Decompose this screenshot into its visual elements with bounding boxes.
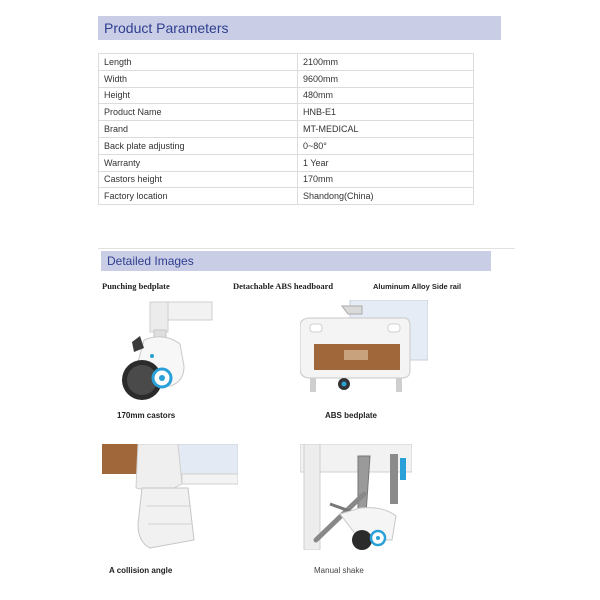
abs-headboard-label: Detachable ABS headboard — [233, 281, 334, 291]
manual-shake-photo — [300, 444, 412, 550]
param-value-cell: MT-MEDICAL — [298, 121, 474, 138]
detailed-images-header: Detailed Images — [101, 251, 491, 271]
param-name-cell: Brand — [99, 121, 298, 138]
param-name-cell: Factory location — [99, 188, 298, 205]
param-value-cell: 170mm — [298, 171, 474, 188]
collision-caption: A collision angle — [109, 566, 173, 575]
param-value-cell: HNB-E1 — [298, 104, 474, 121]
param-value-cell: 480mm — [298, 87, 474, 104]
param-value-cell: 9600mm — [298, 70, 474, 87]
table-row — [99, 121, 474, 138]
param-name-cell: Castors height — [99, 171, 298, 188]
param-name-cell: Height — [99, 87, 298, 104]
param-name-cell: Back plate adjusting — [99, 137, 298, 154]
castor-photo — [104, 300, 216, 406]
table-row — [99, 104, 474, 121]
param-value-cell: 0~80° — [298, 137, 474, 154]
param-value-cell: Shandong(China) — [298, 188, 474, 205]
side-rail-label: Aluminum Alloy Side rail — [373, 282, 462, 291]
table-row — [99, 70, 474, 87]
param-value-cell: 1 Year — [298, 154, 474, 171]
collision-angle-photo — [102, 444, 238, 550]
table-row — [99, 54, 474, 71]
castors-caption: 170mm castors — [117, 411, 176, 420]
param-name-cell: Warranty — [99, 154, 298, 171]
bedplate-caption: ABS bedplate — [325, 411, 378, 420]
section-divider — [98, 248, 515, 249]
parameters-table — [98, 53, 474, 205]
table-row — [99, 154, 474, 171]
table-row — [99, 188, 474, 205]
shake-caption: Manual shake — [314, 566, 364, 575]
param-value-cell: 2100mm — [298, 54, 474, 71]
headboard-photo — [300, 300, 428, 406]
param-name-cell: Length — [99, 54, 298, 71]
table-row — [99, 137, 474, 154]
table-row — [99, 171, 474, 188]
param-name-cell: Product Name — [99, 104, 298, 121]
punching-bedplate-label: Punching bedplate — [102, 281, 170, 291]
param-name-cell: Width — [99, 70, 298, 87]
table-row — [99, 87, 474, 104]
product-parameters-header: Product Parameters — [98, 16, 501, 40]
